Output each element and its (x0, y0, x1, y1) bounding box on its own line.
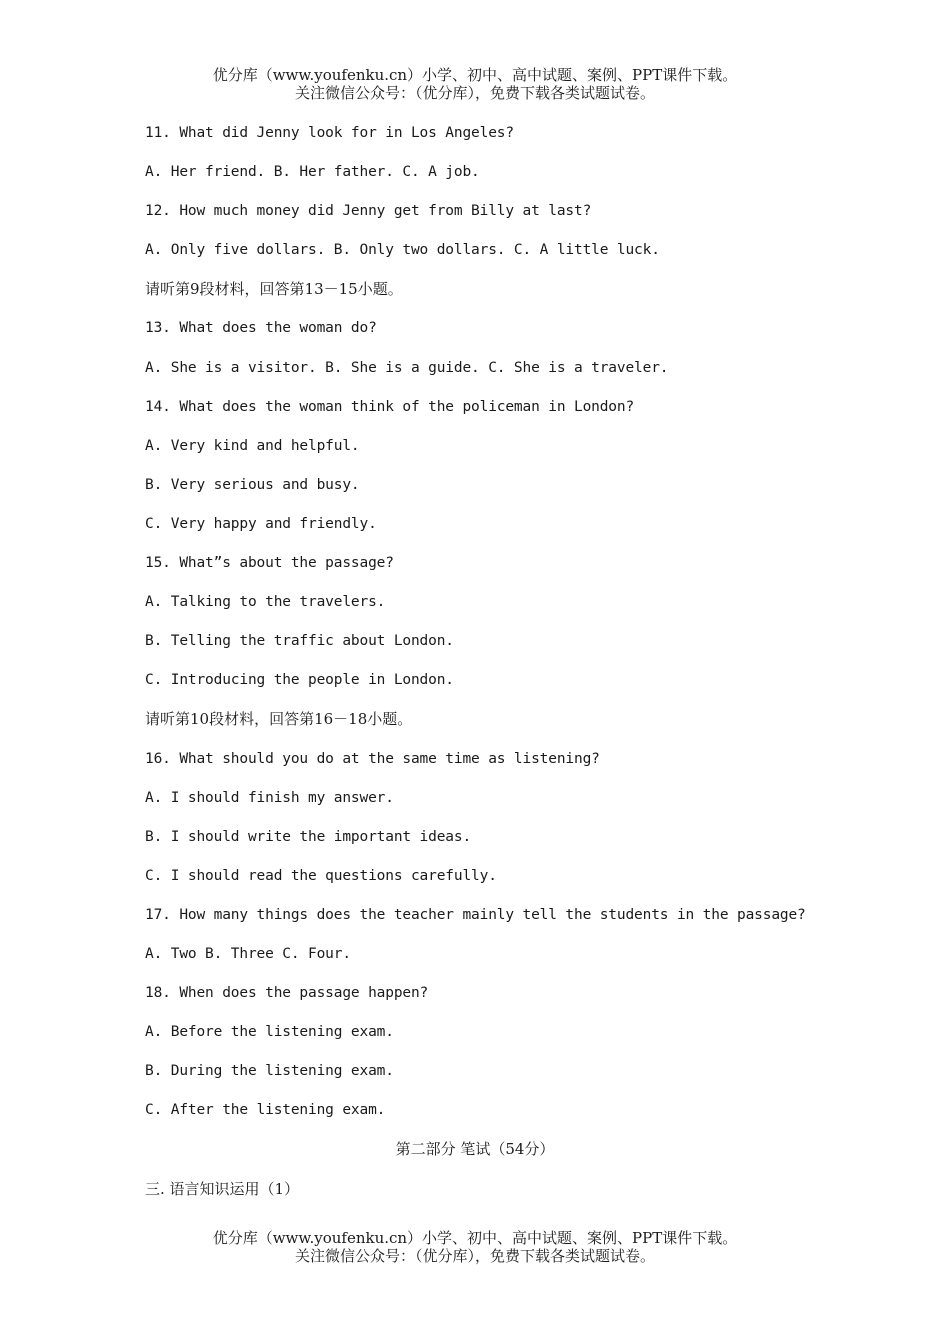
question-15-option-c: C. Introducing the people in London. (145, 672, 454, 689)
footer-line-2: 关注微信公众号：（优分库），免费下载各类试题试卷。 (294, 1247, 655, 1265)
footer-line-1: 优分库（www.youfenku.cn）小学、初中、高中试题、案例、PPT课件下载。 (212, 1229, 738, 1247)
exam-body (145, 123, 845, 1218)
question-15-option-a: A. Talking to the travelers. (145, 594, 386, 611)
question-18-option-c: C. After the listening exam. (145, 1102, 386, 1119)
question-17-options: A. Two B. Three C. Four. (145, 945, 351, 962)
question-11: 11. What did Jenny look for in Los Angeles? (145, 125, 514, 141)
question-16-option-c: C. I should read the questions carefully. (145, 867, 497, 884)
page-footer (0, 1229, 950, 1265)
question-14: 14. What does the woman think of the policeman in London? (145, 398, 635, 415)
header-line-1: 优分库（www.youfenku.cn）小学、初中、高中试题、案例、PPT课件下载。 (212, 66, 738, 84)
question-15-option-b: B. Telling the traffic about London. (145, 633, 454, 650)
question-12: 12. How much money did Jenny get from Billy at last? (145, 203, 592, 220)
question-18-option-a: A. Before the listening exam. (145, 1024, 394, 1041)
question-12-options: A. Only five dollars. B. Only two dollars. C. A little luck. (145, 242, 660, 259)
question-13-options: A. She is a visitor. B. She is a guide. C. She is a traveler. (145, 359, 669, 376)
question-15: 15. What”s about the passage? (145, 555, 394, 572)
question-16-option-a: A. I should finish my answer. (145, 789, 394, 806)
question-16: 16. What should you do at the same time as listening? (145, 750, 600, 767)
part-two-heading: 第二部分 笔试（54分） (395, 1140, 555, 1159)
question-18: 18. When does the passage happen? (145, 985, 429, 1002)
question-11-options: A. Her friend. B. Her father. C. A job. (145, 164, 480, 181)
page-header (0, 66, 950, 102)
section-instruction-9: 请听第9段材料，回答第13－15小题。 (145, 280, 403, 299)
question-13: 13. What does the woman do? (145, 320, 377, 337)
question-14-option-c: C. Very happy and friendly. (145, 515, 377, 532)
question-14-option-a: A. Very kind and helpful. (145, 437, 360, 454)
question-18-option-b: B. During the listening exam. (145, 1063, 394, 1080)
section-three-heading: 三. 语言知识运用（1） (145, 1179, 300, 1198)
section-instruction-10: 请听第10段材料，回答第16－18小题。 (145, 710, 413, 729)
question-17: 17. How many things does the teacher mainly tell the students in the passage? (145, 906, 806, 923)
question-16-option-b: B. I should write the important ideas. (145, 828, 472, 845)
question-14-option-b: B. Very serious and busy. (145, 476, 360, 493)
header-line-2: 关注微信公众号：（优分库），免费下载各类试题试卷。 (294, 84, 655, 102)
